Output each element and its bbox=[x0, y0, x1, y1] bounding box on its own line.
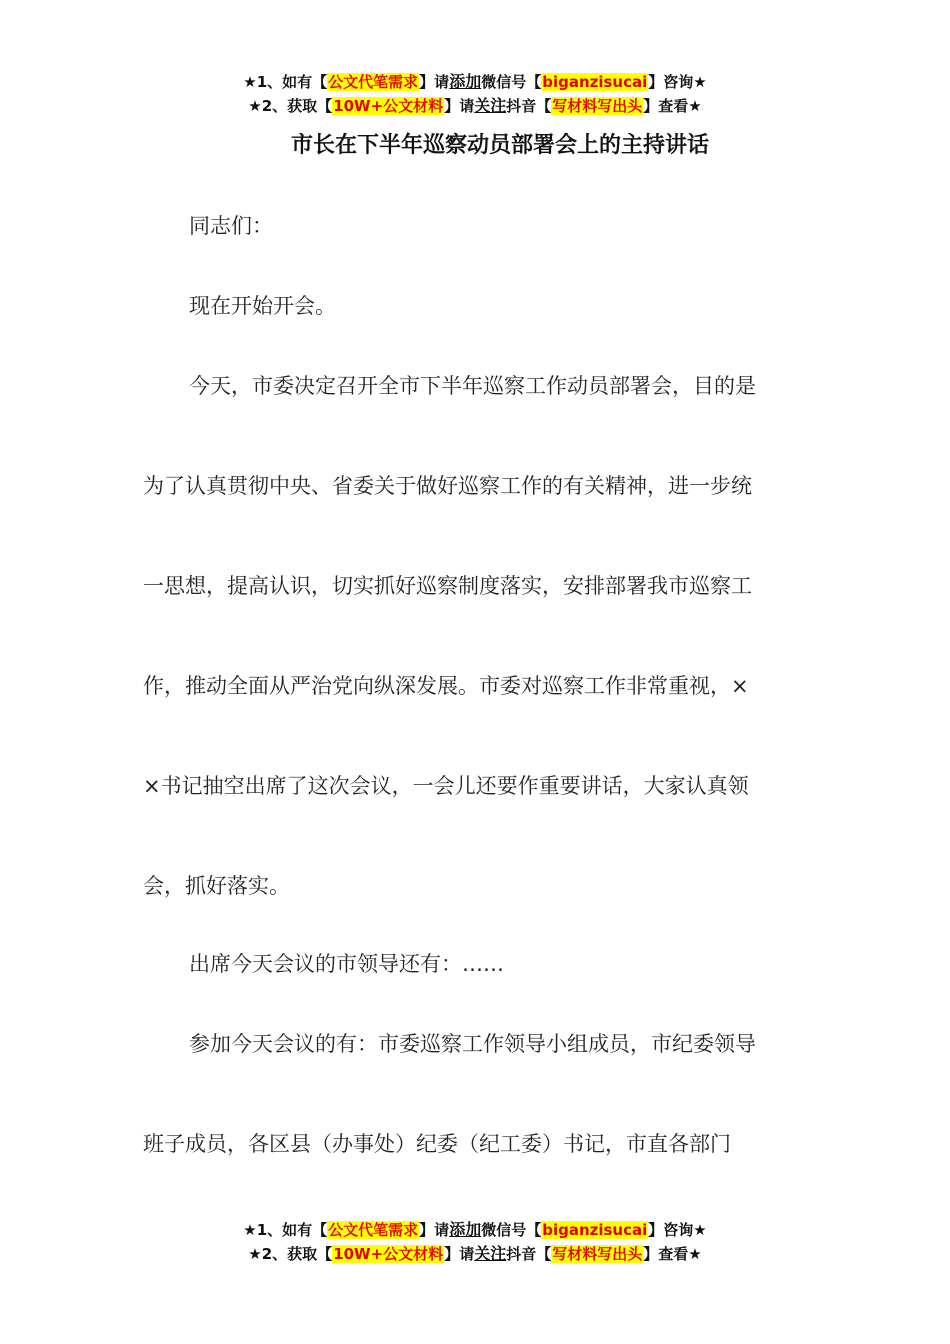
banner-text: 微信号【 bbox=[481, 1221, 542, 1239]
banner-line-1 bbox=[0, 70, 950, 94]
banner-text: 微信号【 bbox=[481, 73, 542, 91]
body-line: 作，推动全面从严治党向纵深发展。市委对巡察工作非常重视，× bbox=[143, 674, 749, 698]
body-line: 班子成员，各区县（办事处）纪委（纪工委）书记，市直各部门 bbox=[143, 1132, 731, 1156]
highlight-text: 公文代笔需求 bbox=[328, 73, 419, 91]
banner-text: 】请 bbox=[444, 97, 475, 115]
underlined-text: 关注 bbox=[474, 1244, 507, 1263]
body-line: ×书记抽空出席了这次会议，一会儿还要作重要讲话，大家认真领 bbox=[143, 774, 749, 798]
banner-text: 】咨询★ bbox=[648, 73, 707, 91]
promo-banner-bottom bbox=[0, 1218, 950, 1266]
body-line: 一思想，提高认识，切实抓好巡察制度落实，安排部署我市巡察工 bbox=[143, 574, 752, 598]
underlined-text: 添加 bbox=[449, 1220, 482, 1239]
banner-text: ★1、如有【 bbox=[243, 73, 328, 91]
wechat-id: biganzisucai bbox=[542, 73, 648, 91]
banner-text: 】请 bbox=[444, 1245, 475, 1263]
underlined-text: 添加 bbox=[449, 72, 482, 91]
highlight-text: 10W+公文材料 bbox=[333, 97, 444, 115]
document-title: 市长在下半年巡察动员部署会上的主持讲话 bbox=[290, 133, 709, 158]
banner-text: 】查看★ bbox=[643, 97, 702, 115]
banner-text: 抖音【 bbox=[506, 97, 552, 115]
body-line: 同志们： bbox=[189, 214, 273, 238]
banner-line-2 bbox=[0, 1242, 950, 1266]
banner-line-2 bbox=[0, 94, 950, 118]
wechat-id: biganzisucai bbox=[542, 1221, 648, 1239]
body-line: 为了认真贯彻中央、省委关于做好巡察工作的有关精神，进一步统 bbox=[143, 474, 752, 498]
body-line: 现在开始开会。 bbox=[189, 294, 336, 318]
highlight-text: 公文代笔需求 bbox=[328, 1221, 419, 1239]
underlined-text: 关注 bbox=[474, 96, 507, 115]
banner-text: 】请 bbox=[419, 73, 450, 91]
body-line: 出席今天会议的市领导还有：…… bbox=[189, 952, 504, 976]
douyin-id: 写材料写出头 bbox=[552, 1245, 643, 1263]
promo-banner-top bbox=[0, 70, 950, 118]
banner-text: 】请 bbox=[419, 1221, 450, 1239]
douyin-id: 写材料写出头 bbox=[552, 97, 643, 115]
body-line: 参加今天会议的有：市委巡察工作领导小组成员，市纪委领导 bbox=[189, 1032, 756, 1056]
banner-text: ★1、如有【 bbox=[243, 1221, 328, 1239]
banner-text: ★2、获取【 bbox=[248, 1245, 333, 1263]
banner-text: 抖音【 bbox=[506, 1245, 552, 1263]
highlight-text: 10W+公文材料 bbox=[333, 1245, 444, 1263]
banner-text: 】咨询★ bbox=[648, 1221, 707, 1239]
body-line: 会，抓好落实。 bbox=[143, 874, 290, 898]
body-line: 今天，市委决定召开全市下半年巡察工作动员部署会，目的是 bbox=[189, 374, 756, 398]
banner-text: 】查看★ bbox=[643, 1245, 702, 1263]
banner-line-1 bbox=[0, 1218, 950, 1242]
banner-text: ★2、获取【 bbox=[248, 97, 333, 115]
